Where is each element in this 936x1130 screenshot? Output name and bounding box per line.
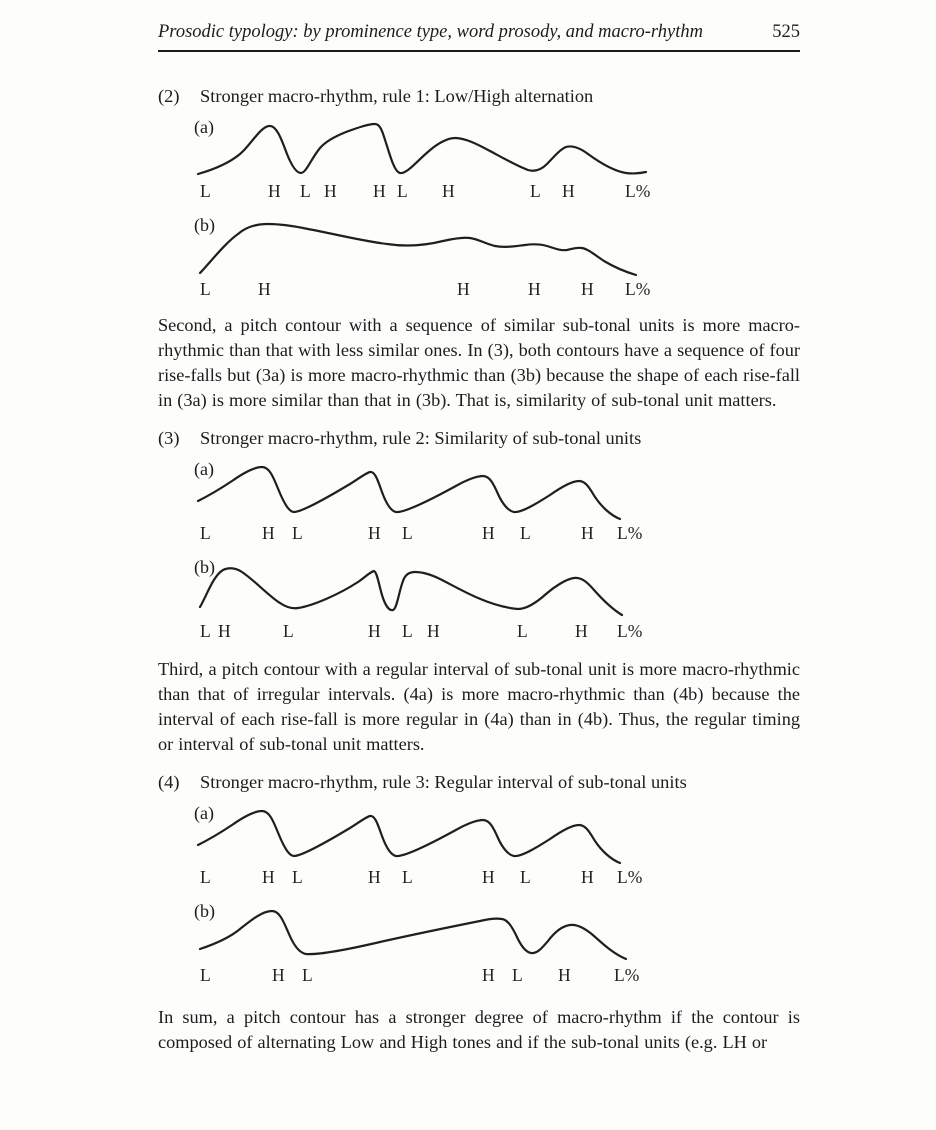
tone-label: L (283, 621, 294, 641)
tone-label: H (324, 181, 337, 201)
tone-label: H (457, 279, 470, 299)
pitch-contour-2b (180, 215, 660, 279)
pitch-contour-4a (180, 803, 660, 867)
figure-2 (180, 117, 800, 303)
page-number: 525 (772, 22, 800, 42)
pitch-contour-3b (180, 557, 660, 621)
figure-2b-panel (180, 215, 660, 303)
tone-label: L (402, 523, 413, 543)
tone-label: L (200, 965, 211, 985)
tone-row-2a (180, 181, 660, 205)
tone-label: L (292, 523, 303, 543)
example-4 (158, 772, 800, 989)
tone-label: H (562, 181, 575, 201)
tone-label: L (402, 621, 413, 641)
tone-label: H (218, 621, 231, 641)
figure-3b-panel (180, 557, 660, 645)
tone-label: H (482, 523, 495, 543)
tone-label: L% (625, 279, 651, 299)
figure-2b-tag: (b) (194, 215, 215, 235)
figure-4 (180, 803, 800, 989)
tone-label: H (558, 965, 571, 985)
tone-row-4b (180, 965, 660, 989)
tone-label: L (200, 523, 211, 543)
paragraph-summary: In sum, a pitch contour has a stronger degree of macro-rhythm if the contour is composed of alternating Low and High tones and if the sub-tonal units (e.g. LH or (158, 1007, 800, 1052)
tone-label: H (442, 181, 455, 201)
figure-3a-panel (180, 459, 660, 547)
pitch-contour-2a (180, 117, 660, 181)
tone-label: H (368, 867, 381, 887)
tone-label: L% (617, 867, 643, 887)
figure-3b-tag: (b) (194, 557, 215, 577)
tone-label: L (520, 867, 531, 887)
paragraph-similarity: Second, a pitch contour with a sequence of similar sub-tonal units is more macro-rhythmic than that with less similar ones. In (3), both contours have a sequence of four rise-falls but (3a) is more macro-rhythmic than (3b) because the shape of each rise-fall in (3a) is more similar than that in (3b). That is, similarity of sub-tonal unit matters. (158, 315, 800, 410)
tone-label: H (427, 621, 440, 641)
tone-label: H (373, 181, 386, 201)
example-4-heading (158, 772, 800, 793)
tone-label: L (517, 621, 528, 641)
tone-label: H (581, 867, 594, 887)
example-3-title: Stronger macro-rhythm, rule 2: Similarity of sub-tonal units (200, 428, 642, 448)
example-2-title: Stronger macro-rhythm, rule 1: Low/High alternation (200, 86, 594, 106)
tone-label: L (302, 965, 313, 985)
tone-label: L% (617, 621, 643, 641)
tone-label: L (292, 867, 303, 887)
tone-row-3a (180, 523, 660, 547)
example-2 (158, 86, 800, 303)
figure-2a-tag: (a) (194, 117, 214, 137)
figure-4b-tag: (b) (194, 901, 215, 921)
running-head-title: Prosodic typology: by prominence type, word prosody, and macro-rhythm (158, 22, 703, 42)
tone-label: H (581, 523, 594, 543)
tone-label: L (200, 621, 211, 641)
tone-label: L% (625, 181, 651, 201)
tone-row-4a (180, 867, 660, 891)
pitch-contour-3a (180, 459, 660, 523)
example-3-number: (3) (158, 428, 180, 448)
tone-label: H (368, 523, 381, 543)
example-2-heading (158, 86, 800, 107)
tone-label: H (258, 279, 271, 299)
figure-4b-panel (180, 901, 660, 989)
tone-label: L% (617, 523, 643, 543)
tone-label: H (262, 867, 275, 887)
paragraph-interval: Third, a pitch contour with a regular interval of sub-tonal unit is more macro-rhythmic than that of irregular intervals. (4a) is more macro-rhythmic than (4b) because the interval of each rise-fall is more regular in (4a) than in (4b). Thus, the regular timing or interval of sub-tonal unit matters. (158, 659, 800, 754)
figure-4a-tag: (a) (194, 803, 214, 823)
example-3 (158, 428, 800, 645)
tone-label: L (402, 867, 413, 887)
tone-row-2b (180, 279, 660, 303)
tone-label: H (268, 181, 281, 201)
example-3-heading (158, 428, 800, 449)
example-4-title: Stronger macro-rhythm, rule 3: Regular interval of sub-tonal units (200, 772, 687, 792)
tone-label: L (200, 867, 211, 887)
tone-label: L (530, 181, 541, 201)
tone-label: L% (614, 965, 640, 985)
tone-label: H (482, 867, 495, 887)
pitch-contour-4b (180, 901, 660, 965)
tone-label: L (200, 279, 211, 299)
tone-label: L (512, 965, 523, 985)
running-head (158, 22, 800, 52)
tone-label: H (482, 965, 495, 985)
tone-label: H (575, 621, 588, 641)
figure-4a-panel (180, 803, 660, 891)
example-2-number: (2) (158, 86, 180, 106)
tone-label: L (397, 181, 408, 201)
tone-label: H (272, 965, 285, 985)
tone-label: H (528, 279, 541, 299)
figure-2a-panel (180, 117, 660, 205)
example-4-number: (4) (158, 772, 180, 792)
tone-label: H (262, 523, 275, 543)
tone-label: H (368, 621, 381, 641)
tone-label: H (581, 279, 594, 299)
figure-3 (180, 459, 800, 645)
tone-label: L (200, 181, 211, 201)
tone-label: L (300, 181, 311, 201)
figure-3a-tag: (a) (194, 459, 214, 479)
tone-label: L (520, 523, 531, 543)
tone-row-3b (180, 621, 660, 645)
